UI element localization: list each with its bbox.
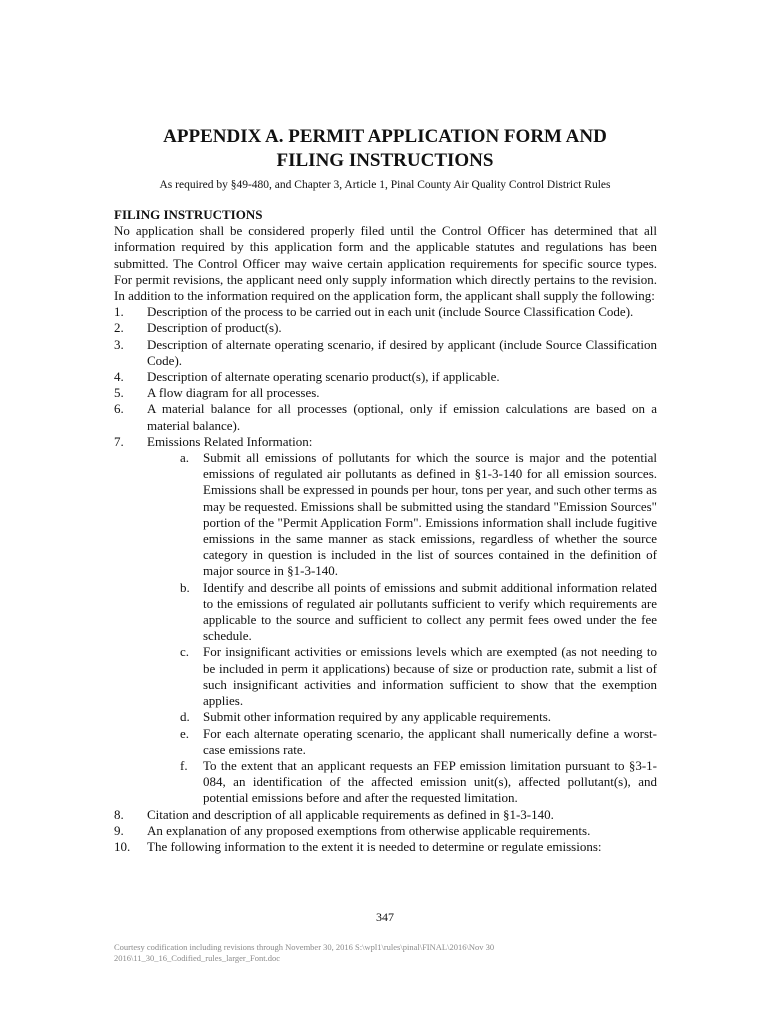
list-item-text: Emissions Related Information: [147,433,313,449]
sub-list-text: To the extent that an applicant requests an FEP emission limitation pursuant to §3-1-084, an identification of the affected emission unit(s), affected pollutant(s), and potential emissions before and after the requested limitation. [203,757,657,806]
list-item [114,401,657,433]
list-item-text: A material balance for all processes (optional, only if emission calculations are based on a material balance). [147,401,657,433]
page-title-line-1: APPENDIX A. PERMIT APPLICATION FORM AND [163,126,607,147]
list-item-number: 2. [114,320,124,336]
list-item [114,434,657,450]
page-title-line-2: FILING INSTRUCTIONS [276,150,494,171]
sub-list-text: Submit all emissions of pollutants for which the source is major and the potential emissions of regulated air pollutants as defined in §1-3-140 for all emission sources. Emissions shall be expressed in pounds per hour, tons per year, and such other terms as may be requested. Emissions shall be submitted using the standard "Emission Sources" portion of the "Permit Application Form". Emissions information shall include fugitive emissions in the same manner as stack emissions, regardless of whether the source category in question is included in the list of sources contained in the definition of major source in §1-3-140. [203,450,657,579]
footer-line-1: Courtesy codification including revisions through November 30, 2016 S:\wpl1\rules\pinal\FINAL\2016\Nov 30 [114,942,495,952]
page-subtitle: As required by §49-480, and Chapter 3, Article 1, Pinal County Air Quality Control District Rules [159,179,611,191]
sub-list-item [114,450,657,580]
footer-note [114,942,564,964]
list-item [114,823,657,839]
sub-list-letter: c. [180,644,190,660]
list-item-number: 8. [114,806,124,822]
list-item-text: Description of alternate operating scenario product(s), if applicable. [147,369,500,385]
list-item-number: 7. [114,433,124,449]
list-item-number: 10. [114,838,131,854]
list-item-text: A flow diagram for all processes. [147,385,320,401]
list-item-text: Citation and description of all applicable requirements as defined in §1-3-140. [147,806,554,822]
list-item-text: Description of alternate operating scenario, if desired by applicant (include Source Classification Code). [147,336,657,368]
list-item-number: 1. [114,304,124,320]
list-item [114,369,657,385]
sub-list-item [114,709,657,725]
sub-list-letter: d. [180,709,190,725]
list-item-number: 6. [114,401,124,417]
list-item-number: 4. [114,369,124,385]
sub-list-text: For insignificant activities or emissions levels which are exempted (as not needing to be included in perm it applications) because of size or production rate, submit a list of such insignificant activities and information sufficient to show that the exemption applies. [203,644,657,709]
sub-list-text: Identify and describe all points of emissions and submit additional information related to the emissions of regulated air pollutants sufficient to verify which requirements are applicable to the source and sufficient to collect any permit fees owed under the fee schedule. [203,579,657,644]
sub-list-item [114,580,657,645]
intro-paragraph: No application shall be considered properly filed until the Control Officer has determined that all information required by this application form and the applicable statutes and regulations has been submitted. The Control Officer may waive certain application requirements for specific source types. For permit revisions, the applicant need only supply information which directly pertains to the revision. In addition to the information required on the application form, the applicant shall supply the following: [114,223,657,304]
sub-list-text: For each alternate operating scenario, the applicant shall numerically define a worst-case emissions rate. [203,725,657,757]
sub-list-letter: f. [180,757,188,773]
list-item-text: The following information to the extent it is needed to determine or regulate emissions: [147,838,602,854]
list-item [114,337,657,369]
list-item [114,320,657,336]
list-item [114,304,657,320]
list-item-number: 9. [114,822,124,838]
document-body [114,207,657,855]
section-heading: FILING INSTRUCTIONS [114,207,263,222]
list-item-text: An explanation of any proposed exemptions from otherwise applicable requirements. [147,822,591,838]
sub-list-letter: a. [180,450,190,466]
list-item [114,385,657,401]
sub-list-letter: e. [180,725,190,741]
sub-list-letter: b. [180,579,190,595]
sub-list-item [114,726,657,758]
footer-line-2: 2016\11_30_16_Codified_rules_larger_Font.doc [114,953,280,963]
list-item-text: Description of product(s). [147,320,282,336]
list-item-text: Description of the process to be carried out in each unit (include Source Classification Code). [147,304,634,320]
sub-list-item [114,644,657,709]
sub-list-item [114,758,657,807]
list-item-number: 3. [114,336,124,352]
sub-list-text: Submit other information required by any applicable requirements. [203,709,552,725]
list-item-number: 5. [114,385,124,401]
list-item [114,807,657,823]
list-item [114,839,657,855]
page-number: 347 [376,910,394,924]
